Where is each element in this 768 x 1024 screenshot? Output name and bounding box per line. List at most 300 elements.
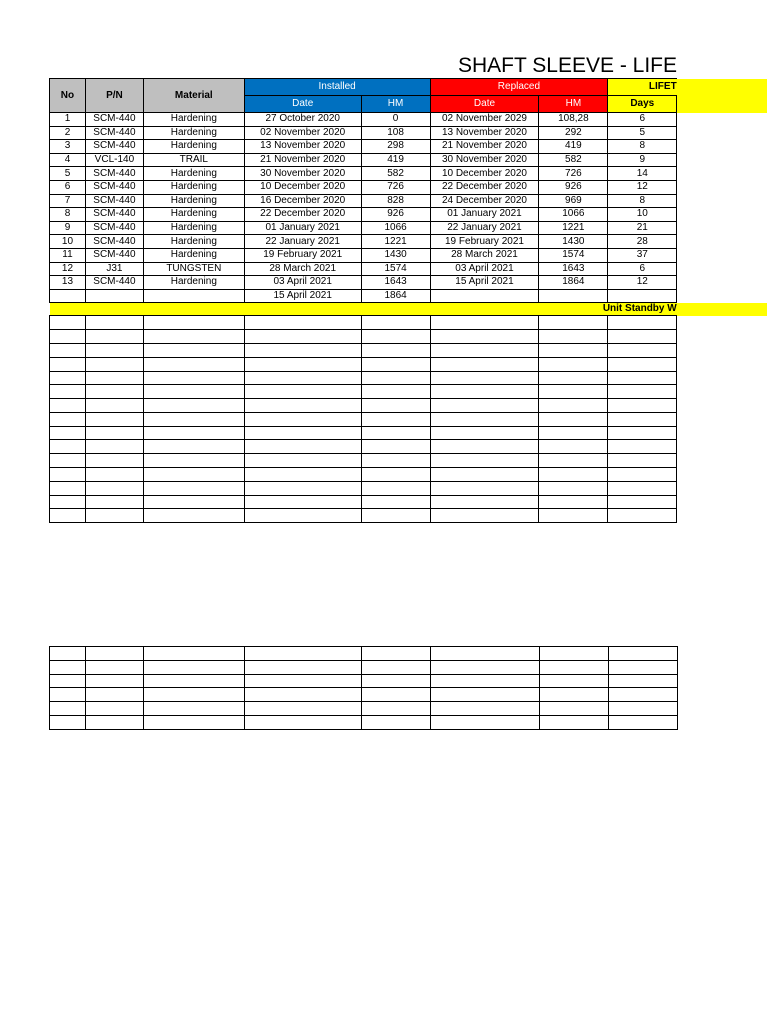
cell-pn[interactable]: SCM-440 [85,167,143,181]
cell-inst-date[interactable]: 03 April 2021 [244,276,361,290]
empty-cell[interactable] [361,357,430,371]
cell-inst-hm[interactable]: 1430 [361,248,430,262]
header-lifetime-ext [677,79,768,96]
cell-rep-date[interactable]: 03 April 2021 [430,262,539,276]
empty-cell[interactable] [50,371,86,385]
cell-rep-hm[interactable]: 1066 [539,208,608,222]
cell-rep-hm[interactable]: 1574 [539,248,608,262]
header-replaced-date[interactable]: Date [430,96,539,113]
cell-rep-date[interactable] [430,289,539,303]
empty-cell[interactable] [85,343,143,357]
empty-cell[interactable] [50,343,86,357]
cell-rep-hm[interactable]: 726 [539,167,608,181]
empty-cell[interactable] [86,702,144,716]
empty-cell[interactable] [50,385,86,399]
empty-cell[interactable] [245,660,362,674]
empty-cell[interactable] [362,647,431,661]
empty-cell[interactable] [362,688,431,702]
cell-inst-date[interactable]: 27 October 2020 [244,113,361,127]
cell-ext [677,454,768,468]
empty-cell[interactable] [86,660,144,674]
empty-cell[interactable] [244,468,361,482]
empty-cell[interactable] [361,385,430,399]
cell-material[interactable]: TRAIL [143,153,244,167]
empty-cell[interactable] [50,495,86,509]
empty-cell[interactable] [362,702,431,716]
empty-cell[interactable] [143,399,244,413]
cell-inst-date[interactable]: 22 January 2021 [244,235,361,249]
empty-cell[interactable] [540,715,609,729]
cell-no[interactable]: 13 [50,276,86,290]
cell-days[interactable]: 8 [608,140,677,154]
empty-cell[interactable] [245,715,362,729]
empty-cell[interactable] [430,371,539,385]
empty-cell[interactable] [539,412,608,426]
empty-cell[interactable] [244,481,361,495]
cell-days[interactable]: 6 [608,262,677,276]
empty-cell[interactable] [85,412,143,426]
empty-cell[interactable] [608,343,677,357]
cell-material[interactable]: Hardening [143,126,244,140]
cell-inst-date[interactable]: 15 April 2021 [244,289,361,303]
empty-cell[interactable] [85,495,143,509]
cell-inst-hm[interactable]: 1574 [361,262,430,276]
empty-cell[interactable] [244,509,361,523]
cell-pn[interactable]: SCM-440 [85,208,143,222]
cell-pn[interactable]: SCM-440 [85,126,143,140]
cell-rep-date[interactable]: 13 November 2020 [430,126,539,140]
cell-inst-date[interactable]: 10 December 2020 [244,180,361,194]
empty-cell[interactable] [50,426,86,440]
empty-cell[interactable] [431,702,540,716]
cell-rep-hm[interactable] [539,289,608,303]
cell-ext [677,262,768,276]
header-lifetime[interactable]: LIFET [608,79,677,96]
empty-cell[interactable] [143,371,244,385]
cell-pn[interactable]: SCM-440 [85,235,143,249]
cell-pn[interactable]: SCM-440 [85,140,143,154]
empty-cell[interactable] [539,371,608,385]
empty-cell[interactable] [608,399,677,413]
header-no[interactable]: No [50,79,86,113]
cell-inst-date[interactable]: 22 December 2020 [244,208,361,222]
empty-cell[interactable] [244,412,361,426]
cell-rep-hm[interactable]: 582 [539,153,608,167]
cell-pn[interactable]: SCM-440 [85,194,143,208]
cell-inst-date[interactable]: 30 November 2020 [244,167,361,181]
cell-rep-date[interactable]: 02 November 2029 [430,113,539,127]
cell-ext [677,412,768,426]
cell-material[interactable]: TUNGSTEN [143,262,244,276]
cell-inst-hm[interactable]: 1066 [361,221,430,235]
empty-cell[interactable] [361,343,430,357]
empty-cell[interactable] [143,481,244,495]
cell-no[interactable]: 2 [50,126,86,140]
cell-pn[interactable]: SCM-440 [85,248,143,262]
empty-cell[interactable] [430,481,539,495]
empty-cell[interactable] [50,647,86,661]
empty-cell[interactable] [430,343,539,357]
empty-cell[interactable] [608,454,677,468]
empty-cell[interactable] [539,426,608,440]
empty-cell[interactable] [539,385,608,399]
empty-cell[interactable] [608,385,677,399]
cell-no[interactable]: 3 [50,140,86,154]
empty-cell[interactable] [609,688,678,702]
cell-material[interactable]: Hardening [143,140,244,154]
empty-cell[interactable] [539,399,608,413]
cell-rep-date[interactable]: 15 April 2021 [430,276,539,290]
empty-cell[interactable] [144,715,245,729]
cell-no[interactable]: 8 [50,208,86,222]
empty-cell[interactable] [85,399,143,413]
empty-cell[interactable] [539,330,608,344]
empty-cell[interactable] [143,330,244,344]
cell-inst-hm[interactable]: 1864 [361,289,430,303]
cell-days[interactable]: 37 [608,248,677,262]
empty-cell[interactable] [244,426,361,440]
cell-material[interactable]: Hardening [143,221,244,235]
cell-inst-hm[interactable]: 1643 [361,276,430,290]
cell-no[interactable] [50,289,86,303]
empty-cell[interactable] [143,412,244,426]
cell-rep-hm[interactable]: 419 [539,140,608,154]
cell-rep-date[interactable]: 24 December 2020 [430,194,539,208]
empty-cell[interactable] [362,660,431,674]
empty-cell[interactable] [50,674,86,688]
empty-cell[interactable] [608,481,677,495]
standby-label[interactable]: Unit Standby W [50,303,677,316]
cell-material[interactable]: Hardening [143,113,244,127]
empty-cell[interactable] [431,715,540,729]
empty-cell[interactable] [85,316,143,330]
empty-cell[interactable] [244,357,361,371]
empty-cell[interactable] [431,660,540,674]
cell-inst-hm[interactable]: 828 [361,194,430,208]
empty-cell[interactable] [143,343,244,357]
empty-cell[interactable] [144,702,245,716]
empty-cell[interactable] [430,330,539,344]
empty-cell[interactable] [430,468,539,482]
cell-no[interactable]: 4 [50,153,86,167]
cell-inst-date[interactable]: 02 November 2020 [244,126,361,140]
cell-inst-date[interactable]: 01 January 2021 [244,221,361,235]
cell-no[interactable]: 11 [50,248,86,262]
empty-cell[interactable] [361,316,430,330]
cell-rep-hm[interactable]: 108,28 [539,113,608,127]
cell-material[interactable]: Hardening [143,248,244,262]
header-pn[interactable]: P/N [85,79,143,113]
cell-days[interactable]: 28 [608,235,677,249]
cell-inst-date[interactable]: 19 February 2021 [244,248,361,262]
cell-pn[interactable] [85,289,143,303]
empty-cell[interactable] [144,660,245,674]
empty-cell[interactable] [540,647,609,661]
empty-cell[interactable] [609,674,678,688]
cell-material[interactable]: Hardening [143,208,244,222]
cell-no[interactable]: 6 [50,180,86,194]
empty-cell[interactable] [50,412,86,426]
cell-rep-hm[interactable]: 1430 [539,235,608,249]
cell-days[interactable]: 12 [608,180,677,194]
empty-cell[interactable] [430,412,539,426]
cell-no[interactable]: 1 [50,113,86,127]
cell-no[interactable]: 9 [50,221,86,235]
empty-cell[interactable] [361,495,430,509]
cell-days[interactable]: 5 [608,126,677,140]
empty-cell[interactable] [539,481,608,495]
cell-no[interactable]: 10 [50,235,86,249]
empty-cell[interactable] [361,330,430,344]
header-installed-date[interactable]: Date [244,96,361,113]
cell-material[interactable]: Hardening [143,180,244,194]
cell-inst-date[interactable]: 13 November 2020 [244,140,361,154]
empty-cell[interactable] [361,440,430,454]
empty-cell[interactable] [144,647,245,661]
cell-rep-date[interactable]: 10 December 2020 [430,167,539,181]
empty-cell[interactable] [244,343,361,357]
cell-rep-hm[interactable]: 969 [539,194,608,208]
cell-days[interactable]: 8 [608,194,677,208]
cell-days[interactable]: 14 [608,167,677,181]
header-replaced-hm[interactable]: HM [539,96,608,113]
empty-cell[interactable] [431,688,540,702]
empty-cell[interactable] [244,385,361,399]
empty-cell[interactable] [143,357,244,371]
cell-inst-date[interactable]: 16 December 2020 [244,194,361,208]
empty-cell[interactable] [85,481,143,495]
empty-cell[interactable] [361,454,430,468]
empty-cell[interactable] [50,715,86,729]
empty-cell[interactable] [608,316,677,330]
empty-cell[interactable] [50,357,86,371]
cell-material[interactable]: Hardening [143,235,244,249]
empty-cell[interactable] [85,371,143,385]
empty-cell[interactable] [143,454,244,468]
cell-rep-date[interactable]: 22 January 2021 [430,221,539,235]
empty-cell[interactable] [244,330,361,344]
empty-cell[interactable] [50,688,86,702]
empty-cell[interactable] [86,715,144,729]
cell-inst-hm[interactable]: 582 [361,167,430,181]
empty-cell[interactable] [540,702,609,716]
empty-cell[interactable] [144,688,245,702]
empty-cell[interactable] [361,371,430,385]
empty-cell[interactable] [361,399,430,413]
empty-cell[interactable] [50,702,86,716]
empty-cell[interactable] [608,495,677,509]
cell-days[interactable]: 6 [608,113,677,127]
empty-cell[interactable] [244,399,361,413]
empty-cell[interactable] [245,702,362,716]
empty-cell[interactable] [430,454,539,468]
cell-rep-date[interactable]: 01 January 2021 [430,208,539,222]
empty-cell[interactable] [431,647,540,661]
cell-inst-date[interactable]: 28 March 2021 [244,262,361,276]
empty-cell[interactable] [143,385,244,399]
header-installed[interactable]: Installed [244,79,430,96]
empty-cell[interactable] [431,674,540,688]
empty-row [50,688,678,702]
header-days[interactable]: Days [608,96,677,113]
empty-cell[interactable] [245,647,362,661]
cell-inst-hm[interactable]: 298 [361,140,430,154]
cell-inst-hm[interactable]: 926 [361,208,430,222]
cell-days[interactable]: 12 [608,276,677,290]
empty-cell[interactable] [608,440,677,454]
cell-days[interactable]: 9 [608,153,677,167]
empty-cell[interactable] [143,426,244,440]
empty-cell[interactable] [430,316,539,330]
cell-inst-hm[interactable]: 1221 [361,235,430,249]
empty-cell[interactable] [50,468,86,482]
cell-rep-date[interactable]: 28 March 2021 [430,248,539,262]
empty-cell[interactable] [244,454,361,468]
cell-rep-hm[interactable]: 292 [539,126,608,140]
empty-cell[interactable] [143,468,244,482]
cell-no[interactable]: 7 [50,194,86,208]
cell-pn[interactable]: SCM-440 [85,276,143,290]
cell-material[interactable]: Hardening [143,276,244,290]
empty-cell[interactable] [539,343,608,357]
cell-no[interactable]: 5 [50,167,86,181]
empty-cell[interactable] [361,426,430,440]
empty-cell[interactable] [50,330,86,344]
empty-cell[interactable] [540,660,609,674]
cell-rep-hm[interactable]: 1864 [539,276,608,290]
header-material[interactable]: Material [143,79,244,113]
empty-cell[interactable] [539,357,608,371]
cell-rep-hm[interactable]: 1221 [539,221,608,235]
empty-cell[interactable] [539,468,608,482]
empty-cell[interactable] [50,509,86,523]
empty-cell[interactable] [143,495,244,509]
cell-days[interactable] [608,289,677,303]
empty-cell[interactable] [86,647,144,661]
cell-material[interactable] [143,289,244,303]
cell-pn[interactable]: J31 [85,262,143,276]
table-row [50,153,768,167]
empty-cell[interactable] [50,399,86,413]
cell-pn[interactable]: SCM-440 [85,221,143,235]
empty-cell[interactable] [244,316,361,330]
empty-cell[interactable] [50,316,86,330]
empty-cell[interactable] [430,357,539,371]
empty-cell[interactable] [608,357,677,371]
empty-row [50,343,768,357]
cell-days[interactable]: 10 [608,208,677,222]
empty-cell[interactable] [430,440,539,454]
empty-cell[interactable] [143,440,244,454]
cell-no[interactable]: 12 [50,262,86,276]
empty-cell[interactable] [608,468,677,482]
empty-cell[interactable] [540,674,609,688]
empty-cell[interactable] [608,330,677,344]
cell-rep-date[interactable]: 21 November 2020 [430,140,539,154]
empty-cell[interactable] [430,426,539,440]
empty-cell[interactable] [85,330,143,344]
empty-cell[interactable] [539,495,608,509]
empty-cell[interactable] [50,454,86,468]
empty-cell[interactable] [245,688,362,702]
empty-cell[interactable] [85,509,143,523]
empty-cell[interactable] [143,509,244,523]
empty-cell[interactable] [430,509,539,523]
empty-cell[interactable] [608,412,677,426]
empty-cell[interactable] [50,481,86,495]
empty-cell[interactable] [244,371,361,385]
empty-cell[interactable] [86,688,144,702]
cell-rep-hm[interactable]: 926 [539,180,608,194]
cell-pn[interactable]: SCM-440 [85,180,143,194]
empty-cell[interactable] [50,440,86,454]
empty-cell[interactable] [85,426,143,440]
empty-cell[interactable] [608,509,677,523]
empty-cell[interactable] [609,715,678,729]
cell-rep-date[interactable]: 22 December 2020 [430,180,539,194]
empty-cell[interactable] [245,674,362,688]
table-row [50,113,768,127]
empty-cell[interactable] [362,715,431,729]
empty-cell[interactable] [143,316,244,330]
cell-pn[interactable]: SCM-440 [85,113,143,127]
empty-cell[interactable] [609,702,678,716]
empty-cell[interactable] [85,454,143,468]
empty-cell[interactable] [144,674,245,688]
empty-cell[interactable] [361,412,430,426]
empty-cell[interactable] [85,357,143,371]
empty-cell[interactable] [609,660,678,674]
empty-cell[interactable] [608,371,677,385]
cell-pn[interactable]: VCL-140 [85,153,143,167]
empty-cell[interactable] [85,468,143,482]
empty-cell[interactable] [430,385,539,399]
empty-cell[interactable] [244,440,361,454]
empty-cell[interactable] [361,481,430,495]
empty-cell[interactable] [539,316,608,330]
cell-rep-date[interactable]: 19 February 2021 [430,235,539,249]
cell-inst-hm[interactable]: 726 [361,180,430,194]
empty-cell[interactable] [244,495,361,509]
empty-cell[interactable] [85,385,143,399]
empty-cell[interactable] [539,454,608,468]
cell-material[interactable]: Hardening [143,194,244,208]
empty-cell[interactable] [50,660,86,674]
empty-cell[interactable] [609,647,678,661]
cell-inst-hm[interactable]: 419 [361,153,430,167]
cell-inst-hm[interactable]: 108 [361,126,430,140]
empty-cell[interactable] [608,426,677,440]
empty-cell[interactable] [539,440,608,454]
header-installed-hm[interactable]: HM [361,96,430,113]
cell-rep-hm[interactable]: 1643 [539,262,608,276]
cell-material[interactable]: Hardening [143,167,244,181]
empty-cell[interactable] [430,399,539,413]
cell-inst-hm[interactable]: 0 [361,113,430,127]
cell-rep-date[interactable]: 30 November 2020 [430,153,539,167]
empty-cell[interactable] [362,674,431,688]
empty-cell[interactable] [86,674,144,688]
empty-cell[interactable] [540,688,609,702]
empty-cell[interactable] [85,440,143,454]
empty-cell[interactable] [430,495,539,509]
empty-cell[interactable] [361,509,430,523]
empty-cell[interactable] [539,509,608,523]
cell-days[interactable]: 21 [608,221,677,235]
cell-inst-date[interactable]: 21 November 2020 [244,153,361,167]
header-replaced[interactable]: Replaced [430,79,608,96]
empty-cell[interactable] [361,468,430,482]
